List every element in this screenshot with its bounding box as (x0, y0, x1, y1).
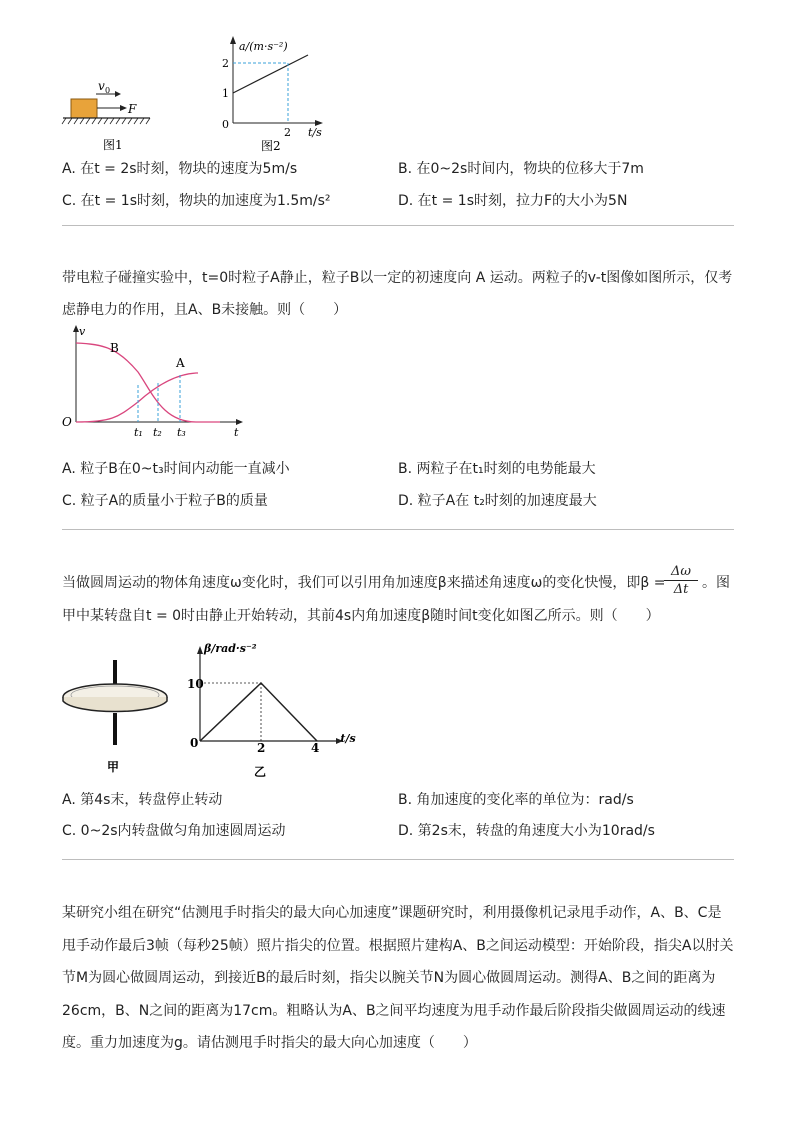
q3-option-a: A. 第4s末，转盘停止转动 (62, 792, 223, 808)
separator (62, 225, 734, 226)
q3-beta-graph (187, 636, 365, 781)
fig-jia-caption: 甲 (107, 760, 120, 774)
fraction-denominator: Δt (673, 582, 689, 597)
separator (62, 529, 734, 530)
q3-stem-line-1 (62, 564, 734, 598)
beta-tick-2: 2 (257, 741, 266, 755)
graph-v-label: v (79, 325, 86, 338)
curve-b (76, 343, 220, 422)
fig2-x-label: t/s (308, 126, 322, 139)
q4-line-5: 度。重力加速度为g。请估测甩手时指尖的最大向心加速度（ ） (62, 1035, 477, 1051)
graph-t-label: t (234, 426, 239, 439)
q2-option-a: A. 粒子B在0~t₃时间内动能一直减小 (62, 461, 290, 477)
separator (62, 859, 734, 860)
force-label: F (128, 102, 137, 116)
beta-tick-10: 10 (187, 677, 204, 691)
q3-stem-text-a: 当做圆周运动的物体角速度ω变化时，我们可以引用角加速度β来描述角速度ω的变化快慢，即β = (62, 575, 666, 591)
q2-option-d: D. 粒子A在 t₂时刻的加速度最大 (398, 493, 597, 509)
q1-figure-2 (215, 32, 335, 157)
q4-line-1: 某研究小组在研究“估测甩手时指尖的最大向心加速度”课题研究时，利用摄像机记录甩手动作，A、B、C是 (62, 905, 722, 921)
q4-line-4: 26cm，B、N之间的距离为17cm。粗略认为A、B之间平均速度为甩手动作最后阶段指尖做圆周运动的线速 (62, 1002, 726, 1019)
fig2-origin: 0 (222, 118, 229, 131)
q4-stem (62, 897, 734, 1060)
q3-option-d: D. 第2s末，转盘的角速度大小为10rad/s (398, 823, 655, 839)
q3-option-c: C. 0~2s内转盘做匀角加速圆周运动 (62, 823, 286, 839)
q2-stem-line-1: 带电粒子碰撞实验中，t=0时粒子A静止，粒子B以一定的初速度向 A 运动。两粒子的v-t图像如图所示，仅考 (62, 270, 733, 286)
beta-origin: 0 (190, 736, 199, 750)
tick-t2: t₂ (153, 426, 162, 439)
fig-yi-caption: 乙 (254, 765, 267, 779)
fig2-tick-x2: 2 (284, 126, 291, 139)
fig2-caption: 图2 (261, 139, 281, 153)
q1-figure-1 (60, 75, 160, 155)
label-b: B (110, 341, 119, 355)
q3-stem-line-2: 甲中某转盘自t = 0时由静止开始转动，其前4s内角加速度β随时间t变化如图乙所示。则（ ） (62, 608, 660, 624)
v0-label: v (98, 79, 105, 93)
v0-subscript: 0 (105, 86, 111, 95)
fig2-tick-y1: 1 (222, 87, 229, 100)
q2-option-c: C. 粒子A的质量小于粒子B的质量 (62, 493, 268, 509)
q4-line-2: 甩手动作最后3帧（每秒25帧）照片指尖的位置。根据照片建构A、B之间运动模型：开始阶段，指尖A以肘关 (62, 937, 734, 954)
fig2-tick-y2: 2 (222, 57, 229, 70)
q2-option-b: B. 两粒子在t₁时刻的电势能最大 (398, 461, 596, 477)
q2-vt-graph (58, 322, 248, 442)
fraction (664, 564, 698, 597)
beta-y-label: β/rad·s⁻² (204, 642, 257, 655)
q1-option-b: B. 在0~2s时间内，物块的位移大于7m (398, 161, 644, 177)
fig2-y-label: a/(m·s⁻²) (239, 40, 288, 53)
fig1-caption: 图1 (103, 138, 123, 152)
turntable-figure (60, 655, 178, 777)
q4-line-3: 节M为圆心做圆周运动，到接近B的最后时刻，指尖以腕关节N为圆心做圆周运动。测得A、B之间的距离为 (62, 970, 716, 986)
tick-t3: t₃ (177, 426, 186, 439)
graph-origin: O (62, 415, 72, 429)
q1-option-c: C. 在t = 1s时刻，物块的加速度为1.5m/s² (62, 193, 331, 209)
q2-stem-line-2: 虑静电力的作用，且A、B未接触。则（ ） (62, 302, 348, 318)
beta-tick-4: 4 (311, 741, 320, 755)
q3-option-b: B. 角加速度的变化率的单位为：rad/s (398, 792, 634, 808)
label-a: A (176, 356, 185, 370)
q2-stem (62, 262, 734, 326)
beta-triangle (200, 683, 317, 741)
fraction-numerator: Δω (664, 564, 698, 581)
beta-x-label: t/s (340, 732, 356, 745)
q1-option-a: A. 在t = 2s时刻，物块的速度为5m/s (62, 161, 298, 177)
q1-option-d: D. 在t = 1s时刻，拉力F的大小为5N (398, 193, 628, 209)
fig2-line (233, 55, 308, 93)
q3-stem-text-b: 。图 (702, 575, 730, 591)
tick-t1: t₁ (134, 426, 143, 439)
